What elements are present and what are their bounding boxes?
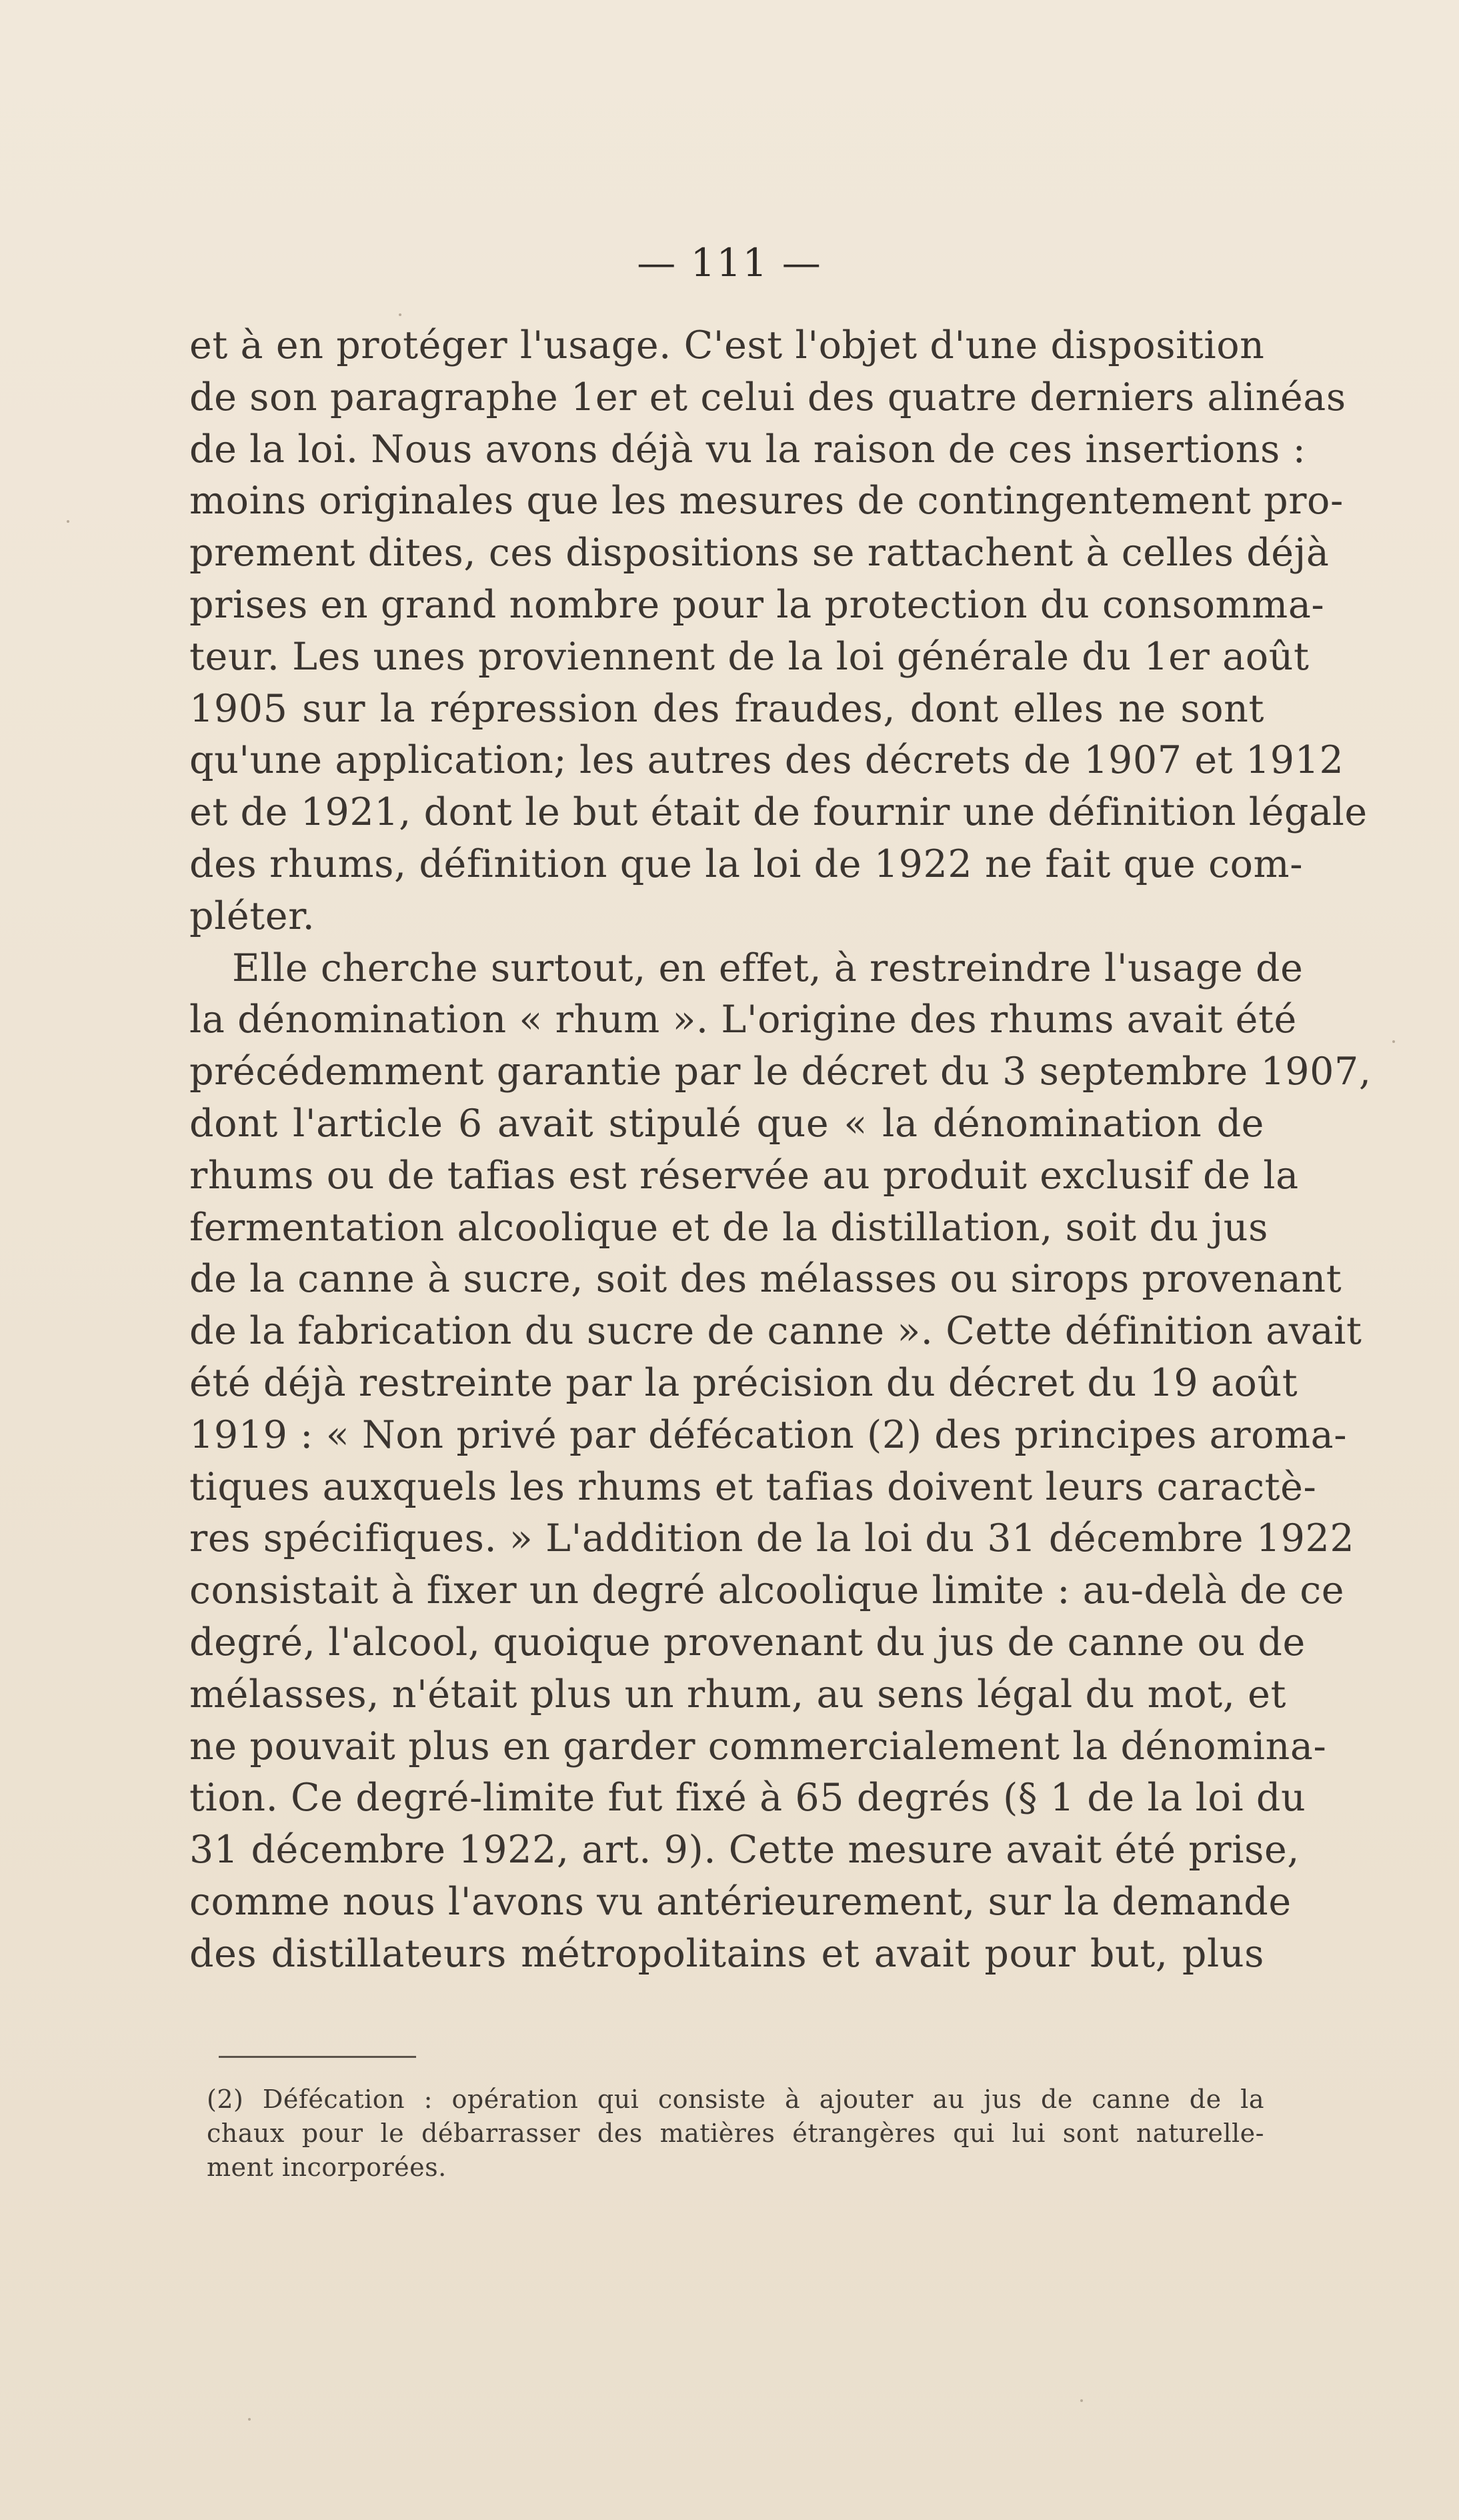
footnote-line: chaux pour le débarrasser des matières étrangères qui lui sont naturelle- bbox=[207, 2119, 1264, 2148]
text-line: de son paragraphe 1er et celui des quatre derniers alinéas bbox=[189, 375, 1346, 419]
text-line: qu'une application; les autres des décrets de 1907 et 1912 bbox=[189, 738, 1344, 783]
text-line: comme nous l'avons vu antérieurement, sur la demande bbox=[189, 1879, 1292, 1924]
text-line: de la fabrication du sucre de canne ». Cette définition avait bbox=[189, 1309, 1362, 1354]
footnote-divider bbox=[219, 2056, 416, 2058]
footnote bbox=[207, 2083, 1264, 2185]
text-line: mélasses, n'était plus un rhum, au sens légal du mot, et bbox=[189, 1672, 1286, 1716]
text-line: et de 1921, dont le but était de fournir une définition légale bbox=[189, 790, 1368, 835]
text-line: 1905 sur la répression des fraudes, dont elles ne sont bbox=[189, 686, 1264, 731]
main-text bbox=[189, 320, 1372, 1981]
text-line: prement dites, ces dispositions se rattachent à celles déjà bbox=[189, 531, 1330, 575]
footnote-line: (2) Défécation : opération qui consiste à ajouter au jus de canne de la bbox=[207, 2085, 1264, 2114]
text-line: ne pouvait plus en garder commercialement la dénomina- bbox=[189, 1724, 1327, 1768]
text-line: teur. Les unes proviennent de la loi générale du 1er août bbox=[189, 634, 1310, 679]
text-line: des distillateurs métropolitains et avait pour but, plus bbox=[189, 1931, 1264, 1976]
text-line: 31 décembre 1922, art. 9). Cette mesure avait été prise, bbox=[189, 1828, 1300, 1872]
paper-speck bbox=[1392, 1040, 1395, 1043]
paper-speck bbox=[248, 2418, 251, 2421]
text-line: consistait à fixer un degré alcoolique limite : au-delà de ce bbox=[189, 1568, 1345, 1613]
text-line: de la canne à sucre, soit des mélasses ou sirops provenant bbox=[189, 1257, 1342, 1302]
paper-speck bbox=[67, 520, 69, 523]
paper-speck bbox=[1080, 2399, 1083, 2402]
page-number: — 111 — bbox=[637, 240, 822, 285]
paper-speck bbox=[399, 313, 401, 316]
text-line: tion. Ce degré-limite fut fixé à 65 degrés (§ 1 de la loi du bbox=[189, 1776, 1306, 1820]
text-line: de la loi. Nous avons déjà vu la raison de ces insertions : bbox=[189, 427, 1306, 471]
text-line: et à en protéger l'usage. C'est l'objet d'une disposition bbox=[189, 323, 1265, 367]
text-line: 1919 : « Non privé par défécation (2) des principes aroma- bbox=[189, 1412, 1348, 1457]
text-line: prises en grand nombre pour la protection du consomma- bbox=[189, 582, 1325, 627]
text-line: précédemment garantie par le décret du 3 septembre 1907, bbox=[189, 1050, 1372, 1094]
text-line: rhums ou de tafias est réservée au produit exclusif de la bbox=[189, 1153, 1299, 1198]
text-line: tiques auxquels les rhums et tafias doivent leurs caractè- bbox=[189, 1464, 1317, 1509]
text-line: res spécifiques. » L'addition de la loi du 31 décembre 1922 bbox=[189, 1516, 1355, 1561]
text-line: des rhums, définition que la loi de 1922 ne fait que com- bbox=[189, 842, 1304, 886]
text-line: été déjà restreinte par la précision du décret du 19 août bbox=[189, 1360, 1298, 1405]
footnote-line: ment incorporées. bbox=[207, 2153, 447, 2182]
paragraph-start-line: Elle cherche surtout, en effet, à restreindre l'usage de bbox=[232, 946, 1304, 990]
text-line: fermentation alcoolique et de la distillation, soit du jus bbox=[189, 1205, 1268, 1250]
text-line: moins originales que les mesures de contingentement pro- bbox=[189, 479, 1344, 523]
text-line: dont l'article 6 avait stipulé que « la dénomination de bbox=[189, 1101, 1264, 1146]
text-line: la dénomination « rhum ». L'origine des rhums avait été bbox=[189, 998, 1297, 1042]
text-line: degré, l'alcool, quoique provenant du jus de canne ou de bbox=[189, 1620, 1306, 1664]
text-line: pléter. bbox=[189, 894, 315, 938]
